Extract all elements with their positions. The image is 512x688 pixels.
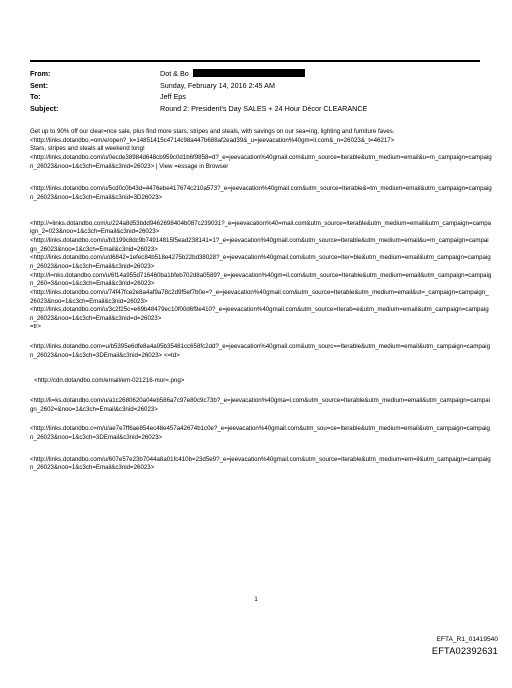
body-paragraph: <http://links.dotandbo.com/u/5cd0c0b43d=4476ebe417674c210a573?_e=jeevacation%40gmail.com&utm_source=Iterable&=tm_medium=email&utm_campaign=campaign_26023&noo=1&c3ch=Email&c3nid=3D26023>: [30, 185, 492, 201]
to-row: [30, 91, 490, 103]
to-label: To:: [30, 92, 41, 102]
email-body: [30, 128, 492, 473]
body-paragraph: <http://cdn.dotandbo.com/email/em-021216-mor=.png>: [34, 377, 185, 385]
footer-id-small: EFTA_R1_01419540: [436, 636, 498, 643]
subject-label: Subject:: [30, 103, 59, 113]
body-paragraph: <http://=links.dotandbo.com/u/224a8d53bdd9462698404b087c239031?_e=jeevacation%40=mail.com&utm_source=Iterable&utm_medium=email&utm_campaign=campaign_2=023&noo=1&c3ch=Email&c3nid=26023> <http://links.dotandbo.com/u/b3199c8dc9b74914815f5ead238141=1?_e=jeevacation%40gmail.com&utm_source=Iterable&utm_medium=email&u=m_campaign=campaign_26023&noo=1&c3ch=Email&c3nid=26023> <http://links.dotandbo.com/u/d6842=1efec84b518e4275b22bd38028?_e=jeevacation%40gmail.com&utm_source=Iter=ble&utm_medium=email&utm_campaign=campaign_26023&noo=1&c3ch=Email&c3nid=26023> <http://l=nks.dotandbo.com/u/6f14a955d716460ba1bfeb702d8a0589?_e=jeevacation%40gm=il.com&utm_source=Iterable&utm_medium=email&utm_campaign=campaign_260=3&noo=1&c3ch=Email&c3nid=26023> <http://links.dotandbo.com/u/74f47fce2e8a4af9a78c2d9f5ef7b0e=?_e=jeevacation%40gmail.com&utm_source=Iterable&utm_medium=email&ut=_campaign=campaign_26023&noo=1&c3ch=Email&c3nid=26023> <http://links.dotandbo.com/u/3c2f25c=e69b48479ec10f00d6f9e410?_e=jeevacation%40gmail.com&utm_source=Iterab=e&utm_medium=email&utm_campaign=campaign_26023&noo=1&c3ch=Email&c3nid=d=26023> =tr>: [30, 219, 492, 331]
page-number: 1: [254, 597, 258, 603]
to-value: Jeff Eps: [160, 92, 186, 102]
footer-id-large: EFTA02392631: [431, 646, 498, 656]
from-label: From:: [30, 69, 51, 78]
body-paragraph: <http://links.dotandbo.com/u/607e57e23b7044a8a01fc410b=23d5e9?_e=jeevacation%40gmail.com&utm_source=Iterable&utm_medium=em=il&utm_campaign=campaign_26023&noo=1&c3ch=Email&c3nid=26023>: [30, 455, 491, 472]
body-paragraph: <http://links.dotandbo.c=m/u/ae7e7ff6ae854ec48e457a42674b1c0e?_e=jeevacation%40gmail.com&utm_sou=ce=Iterable&utm_medium=email&utm_campaign=campaign_26023&noo=1&c3ch=3DEmail&c3nid=26023>: [30, 425, 490, 442]
subject-row: [30, 103, 490, 115]
from-row: [30, 68, 490, 80]
sent-value: Sunday, February 14, 2016 2:45 AM: [160, 80, 275, 90]
body-paragraph: <http://links.dotandbo.com=u/b5395e6dfe8a4a95b35481cc658fc2dd?_e=jeevacation%40gmail.com&utm_sourc==Iterable&utm_medium=email&utm_campaign=campaign_26023&noo=1&c3ch=3DEmail&c3nid=26023> <=td>: [30, 343, 490, 359]
body-paragraph: Get up to 90% off our clear=nce sale, plus find more stars, stripes and steals, with savings on our sea=ing, lighting and furniture faves. <http://links.dotandbo.=om/e/open?_k=14851415c4714c98a447b688af2ead39&_u=jeevacation%40gm=il.com&_n=26023&_t=46217> Stars, stripes and steals all weekend long! <http://links.dotandbo.com/u/0ecde38984d648cb959c0d1b6f9858=d?_e=jeevacation%40gmail.com&utm_source=Iterable&utm_medium=email&u=m_campaign=campaign_26023&noo=1&c3ch=Email&c3nid=26023> | View =essage in Browser: [30, 128, 492, 170]
body-paragraph: <http://li=ks.dotandbo.com/u/a1c2680620a04eb586a7c97e80c9c73b?_e=jeevacation%40gma=l.com&utm_source=Iterable&utm_medium=email&utm_campaign=campaign_2602=&noo=1&c3ch=Email&c3nid=26023>: [30, 397, 490, 413]
redaction-bar: [193, 69, 305, 77]
sent-row: [30, 80, 490, 92]
from-value: Dot & Bo: [160, 69, 189, 78]
sent-label: Sent:: [30, 80, 48, 90]
subject-value: Round 2: President's Day SALES + 24 Hour Décor CLEARANCE: [160, 103, 368, 113]
header-rule: [30, 60, 480, 62]
email-header: [30, 68, 490, 114]
